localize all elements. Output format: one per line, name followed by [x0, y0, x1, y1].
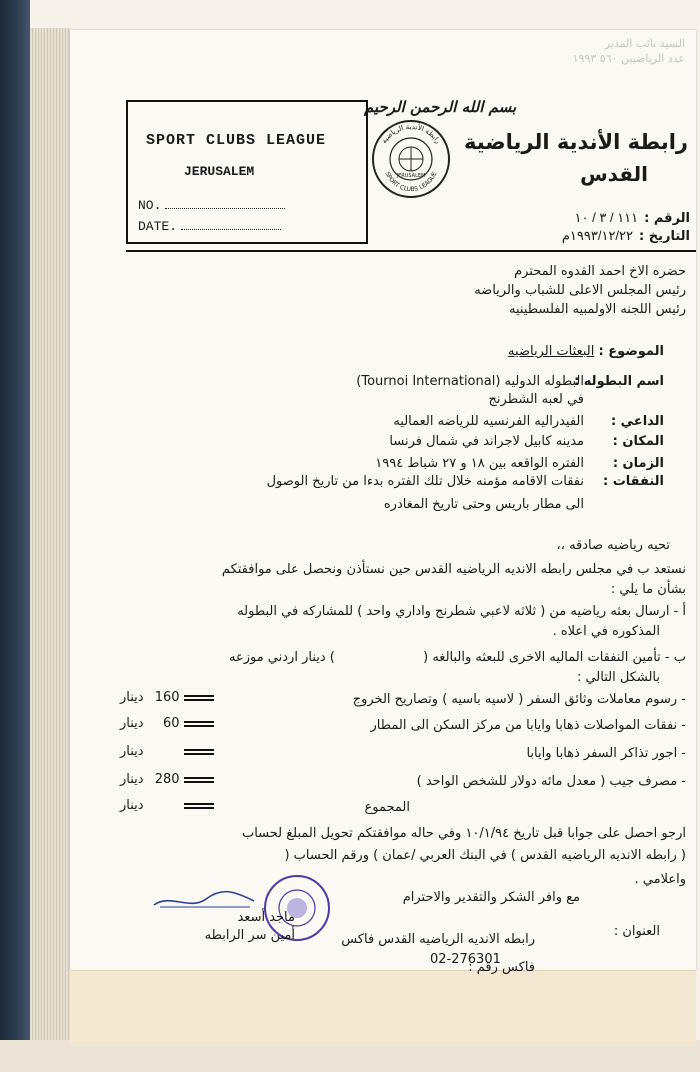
signatory-name: ماجد أسعد: [237, 910, 295, 925]
english-org-name: SPORT CLUBS LEAGUE: [146, 132, 327, 149]
item-b-line: [229, 650, 686, 665]
item-b-text-end: ) دينار اردني موزعه: [228, 650, 335, 665]
letterhead: [126, 100, 696, 258]
underlying-page: [70, 970, 696, 1046]
addressee-line: رئيس اللجنه الاولمبيه الفلسطينيه: [509, 302, 686, 317]
detail-row: الداعي :الفيدراليه الفرنسيه للرياضه العماليه: [393, 414, 664, 429]
english-header-box: [126, 100, 368, 244]
detail-row: في لعبه الشطرنج: [488, 392, 584, 407]
address-label: العنوان :: [613, 924, 660, 939]
detail-row: المكان :مدينه كابيل لاجراند في شمال فرنسا: [389, 434, 664, 449]
seal-bottom-text: SPORT CLUBS LEAGUE: [383, 170, 439, 194]
detail-row: النفقات :نفقات الاقامه مؤمنه خلال تلك الفتره بدءا من تاريخ الوصول: [266, 474, 664, 489]
date-label: DATE.: [138, 219, 178, 234]
subject-label: الموضوع :: [598, 344, 664, 359]
detail-row: الى مطار باريس وحتى تاريخ المغادره: [383, 497, 584, 512]
detail-row: اسم البطوله :البطوله الدوليه (Tournoi International): [356, 374, 664, 389]
no-field: [138, 198, 285, 213]
cost-label: - مصرف جيب ( معدل مائه دولار للشخص الواحد ): [416, 774, 686, 789]
svg-text:رابطة الأندية الرياضية: [380, 123, 442, 145]
fax-label: فاكس رقم :: [468, 960, 535, 975]
bismillah: بسم الله الرحمن الرحيم: [364, 98, 517, 116]
arabic-city: القدس: [580, 162, 648, 186]
addressee-line: رئيس المجلس الاعلى للشباب والرياضه: [474, 283, 686, 298]
date-field: [138, 219, 281, 234]
cost-amount-row: دينار 160: [120, 690, 218, 705]
request-line: واعلامي .: [634, 872, 686, 887]
binder-edge: [0, 0, 30, 1072]
reference-line: [569, 210, 690, 226]
cost-label: - رسوم معاملات وثائق السفر ( لاسيه باسيه ) وتصاريح الخروج: [352, 692, 686, 707]
ref-value: ١١١ / ٣ / ١٠: [574, 210, 639, 225]
cost-total-label: المجموع: [364, 800, 410, 815]
addressee-line: حضره الاخ احمد القدوه المحترم: [514, 264, 686, 279]
ghost-line: السيد نائب المدير: [604, 37, 685, 50]
signatory-title: أمين سر الرابطه: [204, 928, 295, 943]
request-line: ( رابطه الانديه الرياضيه القدس ) في البنك العربي /عمان ) ورقم الحساب (: [284, 848, 686, 863]
header-rule: [126, 250, 696, 252]
no-label: NO.: [138, 198, 162, 213]
item-a-line: المذكوره في اعلاه .: [552, 624, 660, 639]
item-a-line: أ - ارسال بعثه رياضيه من ( ثلاثه لاعبي شطرنج واداري واحد ) للمشاركه في البطوله: [237, 604, 686, 619]
league-seal-icon: [370, 118, 452, 200]
date-label-ar: التاريخ :: [639, 229, 690, 244]
cost-amount-row: دينار: [120, 744, 218, 759]
cost-label: - اجور تذاكر السفر ذهابا وايابا: [526, 746, 686, 761]
date-value: ١٩٩٣/١٢/٢٢م: [561, 228, 634, 243]
seal-top-text: رابطة الأندية الرياضية: [380, 122, 442, 145]
bleed-through-text: [480, 36, 685, 106]
item-b-sub: بالشكل التالي :: [576, 670, 660, 685]
date-line: [556, 228, 690, 244]
arabic-org-name: رابطة الأندية الرياضية: [464, 130, 688, 154]
cost-amount-row: دينار 60: [120, 716, 218, 731]
page-stack-edge: [30, 28, 70, 1048]
cost-amount-row: دينار: [120, 798, 218, 813]
fax-number: 02-276301: [430, 952, 501, 967]
seal-center-text: JERUSALEM: [396, 173, 426, 179]
detail-row: الزمان :الفتره الواقعه بين ١٨ و ٢٧ شباط ١٩٩٤: [375, 456, 664, 471]
ghost-line: عدد الرياضيين ٥٦٠ ١٩٩٣: [572, 52, 685, 65]
english-city: JERUSALEM: [184, 164, 255, 179]
request-line: ارجو احصل على جوابا قبل تاريخ ١٠/١/٩٤ وفي حاله موافقتكم تحويل المبلغ لحساب: [241, 826, 686, 841]
subject-line: [508, 344, 664, 359]
address-value: رابطه الانديه الرياضيه القدس فاكس: [341, 932, 535, 947]
intro-line: نستعد ب في مجلس رابطه الانديه الرياضيه القدس حين نستأذن ونحصل على موافقتكم: [221, 562, 686, 577]
item-b-text: ب - تأمين النفقات الماليه الاخرى للبعثه والبالغه (: [423, 650, 686, 665]
intro-line: بشأن ما يلي :: [610, 582, 686, 597]
cost-amount-row: دينار 280: [120, 772, 218, 787]
subject-value: البعثات الرياضيه: [508, 344, 595, 359]
greeting: تحيه رياضيه صادقه ،،: [556, 538, 670, 553]
closing: مع وافر الشكر والتقدير والاحترام: [402, 890, 580, 905]
cost-label: - نفقات المواصلات ذهابا وايابا من مركز السكن الى المطار: [370, 718, 686, 733]
ref-label: الرقم :: [644, 211, 690, 226]
